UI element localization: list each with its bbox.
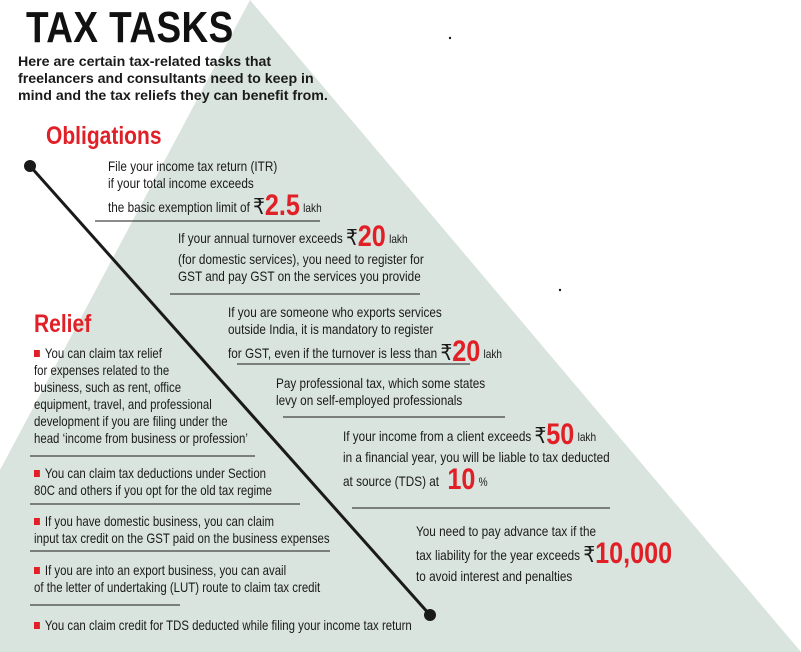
text-line: outside India, it is mandatory to register [228,321,434,337]
rupee-symbol: ₹ [346,225,358,250]
text-line: If you have domestic business, you can claim [44,514,275,529]
bullet-icon [34,470,40,477]
obligation-item-professional-tax [276,375,485,409]
rupee-symbol: ₹ [253,194,265,219]
text-line: tax liability for the year exceeds [416,547,581,563]
text-line: You can claim tax deductions under Section [44,466,267,481]
relief-heading: Relief [34,310,92,338]
text-line: If you are someone who exports services [228,304,442,320]
text-line: If your income from a client exceeds [343,428,532,444]
text-line: development if you are filing under the [34,414,228,429]
text-line: GST and pay GST on the services you provide [178,268,421,284]
text-line: input tax credit on the GST paid on the business expenses [34,531,330,546]
text-line: You can claim tax relief [44,346,162,361]
obligation-item-gst-domestic [178,220,424,285]
page-title: TAX TASKS [26,3,234,52]
relief-item-expenses [34,345,248,447]
intro-text: Here are certain tax-related tasks that freelancers and consultants need to keep in mind and the tax reliefs they can benefit from. [18,54,328,104]
text-line: head ‘income from business or profession’ [34,431,248,446]
decorative-dot [449,37,451,39]
text-line: business, such as rent, office [34,380,182,395]
obligation-item-advance-tax [416,523,672,585]
obligation-item-itr [108,158,322,220]
obligations-heading: Obligations [46,122,162,150]
text-line: at source (TDS) at [343,473,440,489]
amount-unit: lakh [389,232,408,246]
relief-item-input-tax-credit [34,513,330,547]
text-line [34,465,272,482]
rupee-symbol: ₹ [440,340,453,365]
bullet-icon [34,567,40,574]
relief-item-lut [34,562,320,596]
bullet-icon [34,350,40,357]
rupee-symbol: ₹ [583,542,596,567]
text-line: for GST, even if the turnover is less than [228,345,438,361]
text-line: levy on self-employed professionals [276,392,463,408]
text-line [416,537,673,570]
text-line: You can claim credit for TDS deducted while filing your income tax return [44,618,412,633]
text-line: equipment, travel, and professional [34,397,212,412]
amount-unit: lakh [303,201,322,215]
text-line [228,335,502,368]
bullet-icon [34,622,40,629]
relief-item-80c [34,465,272,499]
text-line: If you are into an export business, you can avail [44,563,287,578]
text-line: to avoid interest and penalties [416,568,573,584]
text-line [34,617,412,634]
obligation-item-gst-export [228,304,502,366]
highlight-amount: 2.5 [264,189,300,222]
text-line: File your income tax return (ITR) [108,158,278,174]
text-line: Pay professional tax, which some states [276,375,486,391]
relief-item-tds-credit [34,617,412,634]
amount-unit: lakh [483,347,502,361]
decorative-dot [559,289,561,291]
text-line [34,513,330,530]
highlight-amount: 50 [546,418,575,451]
rate-unit: % [478,475,488,489]
text-line: You need to pay advance tax if the [416,523,597,539]
text-line: of the letter of undertaking (LUT) route to claim tax credit [34,580,321,595]
highlight-amount: 20 [357,220,386,253]
highlight-amount: 10,000 [595,537,673,570]
text-line [108,189,322,222]
timeline-start-dot [24,160,36,172]
text-line: (for domestic services), you need to register for [178,251,424,267]
amount-unit: lakh [577,430,597,444]
rupee-symbol: ₹ [534,423,547,448]
highlight-rate: 10 [447,463,476,496]
obligation-item-tds [343,418,610,496]
text-line [343,418,610,451]
text-line [343,463,610,496]
text-line: for expenses related to the [34,363,170,378]
text-line [34,345,248,362]
timeline-end-dot [424,609,436,621]
text-line: 80C and others if you opt for the old tax regime [34,483,273,498]
text-line [34,562,320,579]
text-line: the basic exemption limit of [108,199,250,215]
text-line: If your annual turnover exceeds [178,230,343,246]
text-line: in a financial year, you will be liable to tax deducted [343,449,610,465]
bullet-icon [34,518,40,525]
text-line: if your total income exceeds [108,175,254,191]
text-line [178,220,424,253]
highlight-amount: 20 [452,335,481,368]
